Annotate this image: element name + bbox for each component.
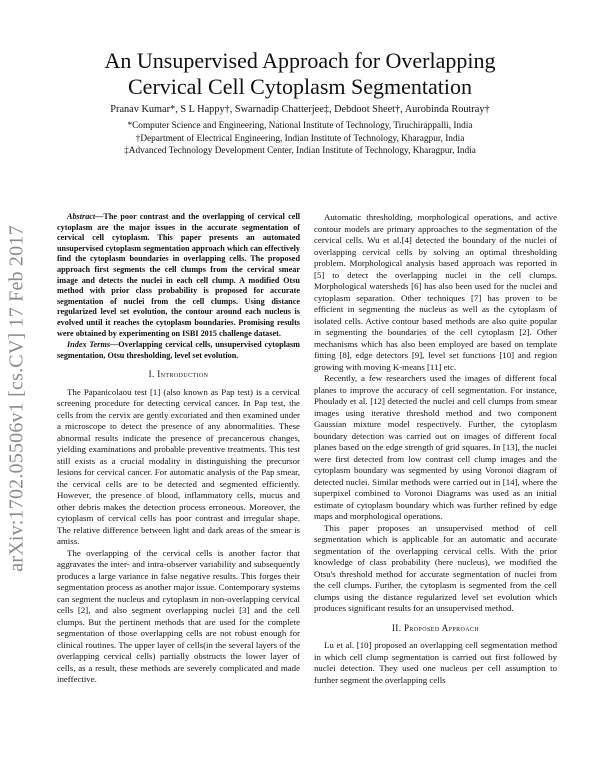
affiliations [40, 120, 560, 158]
abstract [57, 212, 300, 339]
index-terms-text: —Overlapping cervical cells, unsupervised cytoplasm segmentation, Otsu thresholding, level set evolution. [57, 340, 300, 360]
index-terms-label: Index Terms [67, 340, 111, 350]
author-list: Pranav Kumar*, S L Happy†, Swarnadip Chatterjee‡, Debdoot Sheet†, Aurobinda Routray† [110, 104, 490, 115]
affiliation-3: ‡Advanced Technology Development Center, Indian Institute of Technology, Kharagpur, India [124, 146, 476, 157]
right-paragraph-4: Lu et al. [10] proposed an overlapping cell segmentation method in which cell clump segmentation is carried out first followed by nuclei detection. They used one nucleus per cell assumption to further segment the overlapping cells [314, 640, 557, 685]
abstract-text: The poor contrast and the overlapping of cervical cell cytoplasm are the major issues in the accurate segmentation of cervical cell cytoplasm. This paper presents an automated unsupervised cytoplasm segmentation approach which can effectively find the cytoplasm boundaries in overlapping cells. The proposed approach first segments the cell clumps from the cervical smear image and detects the nuclei in each cell clump. A modified Otsu method with prior class probability is proposed for accurate segmentation of nuclei from the cell clumps. Using distance regularized level set evolution, the contour around each nucleus is evolved until it reaches the cytoplasm boundaries. Promising results were obtained by experimenting on ISBI 2015 challenge dataset. [57, 212, 300, 338]
right-column [314, 212, 557, 686]
left-column [57, 212, 300, 686]
intro-paragraph-2: The overlapping of the cervical cells is another factor that aggravates the inter- and intra-observer variability and subsequently produces a large variance in false negative results. This forges their segmentation process as another major issue. Contemporary systems can segment the nucleus and cytoplasm in non-overlapping cervical cells [2], and also segment overlapping nuclei [3] and the cell clumps. But the pertinent methods that are used for the complete segmentation of those overlapping cells are not robust enough for clinical routines. The upper layer of cells(in the several layers of the overlapping cervical cells) partially obstructs the lower layer of cells, as a result, these methods are severely complicated and made ineffective. [57, 547, 300, 685]
right-paragraph-2: Recently, a few researchers used the images of different focal planes to improve the accuracy of cell segmentation. For instance, Phoulady et al. [12] detected the nuclei and cell clumps from smear images using iterative threshold method and two component Gaussian mixture model respectively. Further, the cytoplasm boundary detection was carried out on images of different focal planes based on the edge strength of grid squares. In [13], the nuclei were first detected from low contrast cell clump images and the cytoplasm boundary was segmented by using Voronoi diagram of detected nuclei. Similar methods were carried out in [14], where the superpixel combined to Voronoi Diagrams was used as an initial estimate of cytoplasm boundary which was further refined by edge maps and morphological operations. [314, 373, 557, 521]
affiliation-1: *Computer Science and Engineering, National Institute of Technology, Tiruchirappalli, India [127, 121, 473, 131]
index-terms [57, 340, 300, 361]
arxiv-sidebar-stamp [2, 212, 32, 584]
arxiv-id: arXiv:1702.05506v1 [cs.CV] 17 Feb 2017 [5, 224, 28, 572]
title-line-1: An Unsupervised Approach for Overlapping [104, 48, 496, 73]
right-paragraph-3: This paper proposes an unsupervised method of cell segmentation which is applicable for an automatic and accurate segmentation of the overlapping cervical cells. With the prior knowledge of class probability (here nucleus), we modified the Otsu's threshold method for accurate segmentation of nuclei from the cell clumps. Further, the cytoplasm is segmented from the cell clumps using the distance regularized level set evolution which produces significant results for an unsupervised method. [314, 522, 557, 613]
right-paragraph-1: Automatic thresholding, morphological operations, and active contour models are primary approaches to the segmentation of the cervical cells. Wu et al.[4] detected the boundary of the nuclei of overlapping cervical cells by solving an optimal thresholding problem. Morphological analysis based approach was reported in [5] to detect the overlapping nuclei in the cell clumps. Morphological watersheds [6] has also been used for the nuclei and cytoplasm separation. Other techniques [7] has proven to be efficient in segmenting the nucleus as well as the cytoplasm of isolated cells. Active contour based methods are also quite popular in segmenting the boundaries of the cell cytoplasm [2]. Other mechanisms which has also been employed are based on template fitting [8], edge detectors [9], level set functions [10] and region growing with moving K-means [11] etc. [314, 212, 557, 372]
intro-paragraph-1: The Papanicolaou test [1] (also known as Pap test) is a cervical screening procedure for detecting cervical cancer. In Pap test, the cells from the cervix are gently excoriated and then examined under a microscope to detect the presence of any abnormalities. These abnormal results indicate the presence of precancerous changes, yielding examinations and probable preventive treatments. This test still exists as a crucial modality in distinguishing the precursor lesions for cervical cancer. For automatic analysis of the Pap smear, the cervical cells are to be detected and segmented efficiently. However, the presence of blood, inflammatory cells, mucus and other debris makes the detection process erroneous. Moreover, the cytoplasm of cervical cells has poor contrast and irregular shape. The relative difference between light and dark areas of the smear is amiss. [57, 386, 300, 547]
section-heading-proposed-approach: II. Proposed Approach [391, 622, 480, 633]
section-heading-introduction: I. Introduction [148, 369, 209, 380]
affiliation-2: †Department of Electrical Engineering, Indian Institute of Technology, Kharagpur, India [135, 133, 465, 144]
abstract-label: Abstract— [67, 212, 104, 221]
paper-title [60, 48, 540, 100]
title-line-2: Cervical Cell Cytoplasm Segmentation [128, 74, 472, 99]
